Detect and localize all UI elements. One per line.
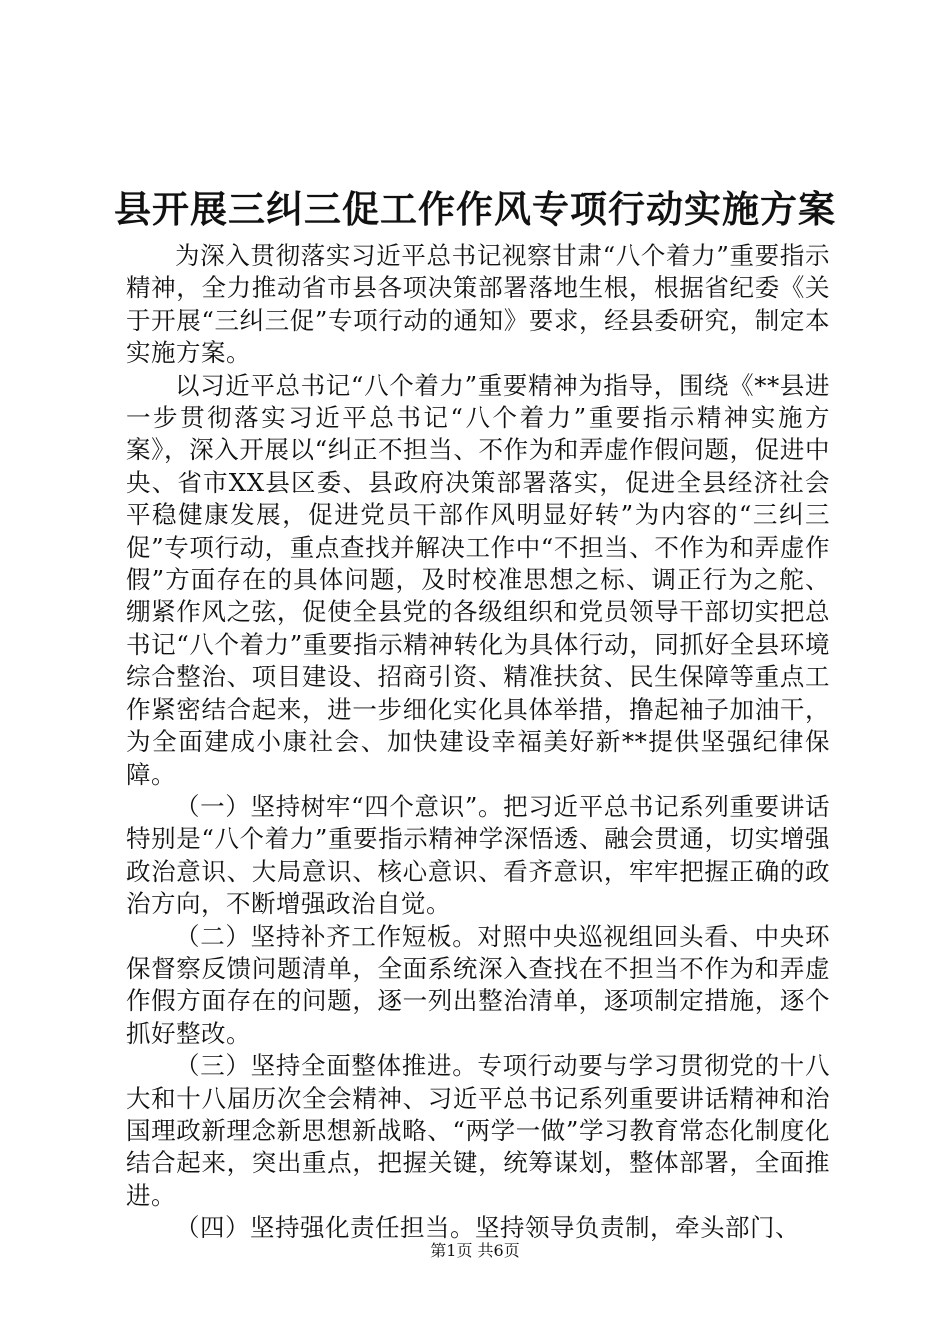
document-body — [126, 240, 830, 1245]
paragraph-guideline: 以习近平总书记“八个着力”重要精神为指导，围绕《**县进一步贯彻落实习近平总书记“八个着力”重要指示精神实施方案》，深入开展以“纠正不担当、不作为和弄虚作假问题，促进中央、省市XX县区委、县政府决策部署落实，促进全县经济社会平稳健康发展，促进党员干部作风明显好转”为内容的“三纠三促”专项行动，重点查找并解决工作中“不担当、不作为和弄虚作假”方面存在的具体问题，及时校准思想之标、调正行为之舵、绷紧作风之弦，促使全县党的各级组织和党员领导干部切实把总书记“八个着力”重要指示精神转化为具体行动，同抓好全县环境综合整治、项目建设、招商引资、精准扶贫、民生保障等重点工作紧密结合起来，进一步细化实化具体举措，撸起袖子加油干，为全面建成小康社会、加快建设幸福美好新**提供坚强纪律保障。 — [126, 370, 830, 789]
paragraph-intro: 为深入贯彻落实习近平总书记视察甘肃“八个着力”重要指示精神，全力推动省市县各项决策部署落地生根，根据省纪委《关于开展“三纠三促”专项行动的通知》要求，经县委研究，制定本实施方案。 — [126, 241, 830, 368]
paragraph-principle-3: （三）坚持全面整体推进。专项行动要与学习贯彻党的十八大和十八届历次全会精神、习近平总书记系列重要讲话精神和治国理政新理念新思想新战略、“两学一做”学习教育常态化制度化结合起来，突出重点，把握关键，统筹谋划，整体部署，全面推进。 — [126, 1051, 830, 1210]
page-number-footer: 第1页 共6页 — [430, 1241, 520, 1260]
paragraph-principle-2: （二）坚持补齐工作短板。对照中央巡视组回头看、中央环保督察反馈问题清单，全面系统深入查找在不担当不作为和弄虚作假方面存在的问题，逐一列出整治清单，逐项制定措施，逐个抓好整改。 — [126, 921, 830, 1048]
paragraph-principle-4: （四）坚持强化责任担当。坚持领导负责制，牵头部门、 — [175, 1213, 800, 1243]
paragraph-principle-1: （一）坚持树牢“四个意识”。把习近平总书记系列重要讲话特别是“八个着力”重要指示精神学深悟透、融会贯通，切实增强政治意识、大局意识、核心意识、看齐意识，牢牢把握正确的政治方向，不断增强政治自觉。 — [126, 791, 830, 919]
document-title: 县开展三纠三促工作作风专项行动实施方案 — [114, 187, 836, 231]
